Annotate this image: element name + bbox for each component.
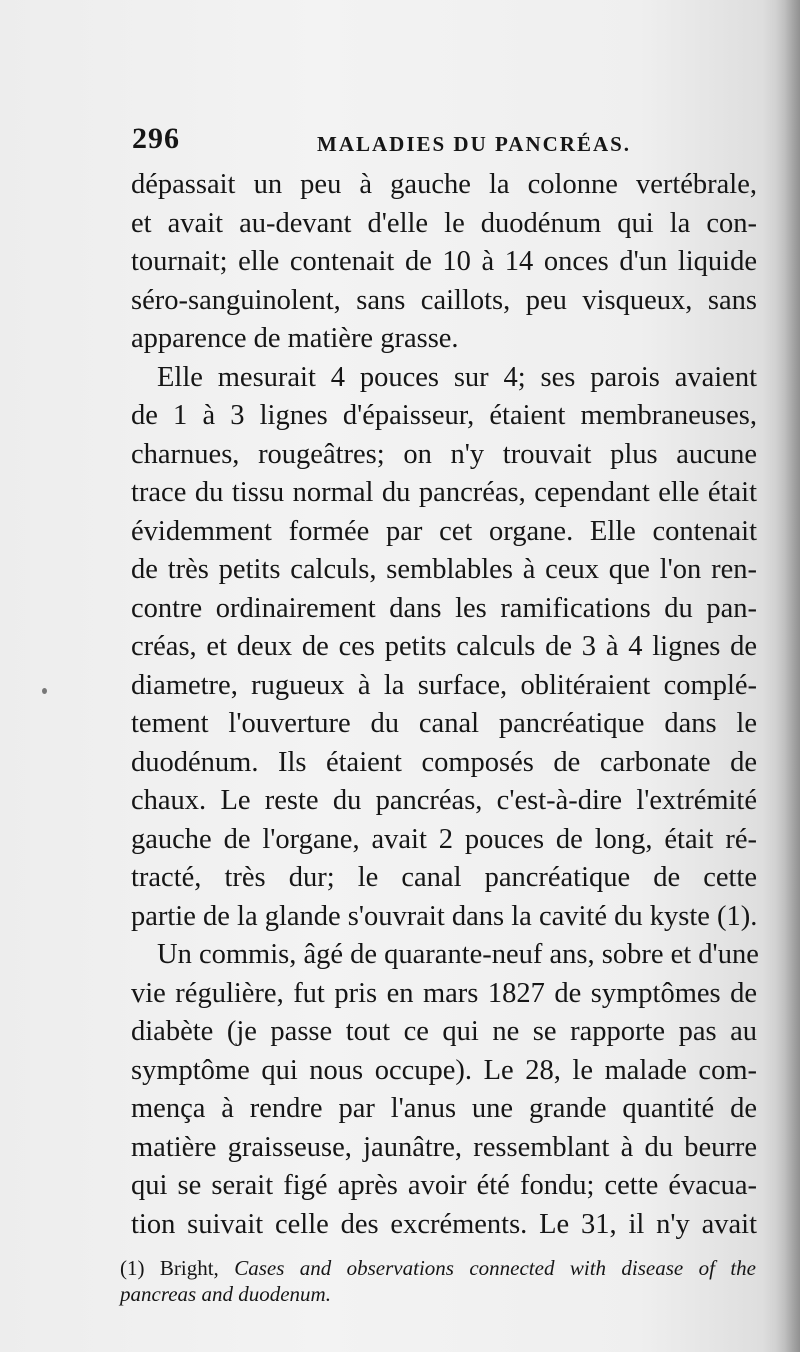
- text-line: charnues, rougeâtres; on n'y trouvait plus aucune: [131, 438, 757, 470]
- text-line: partie de la glande s'ouvrait dans la cavité du kyste (1).: [131, 900, 758, 932]
- footnote-marker: (1) Bright,: [120, 1256, 219, 1280]
- text-line: tournait; elle contenait de 10 à 14 onces d'un liquide: [131, 246, 757, 277]
- text-line: duodénum. Ils étaient composés de carbonate de: [131, 746, 757, 778]
- text-line: Un commis, âgé de quarante-neuf ans, sobre et d'une: [157, 939, 759, 970]
- text-line: vie régulière, fut pris en mars 1827 de symptômes de: [131, 977, 757, 1009]
- body-text: [131, 166, 757, 1244]
- text-line: créas, et deux de ces petits calculs de 3 à 4 lignes de: [131, 631, 757, 662]
- text-line: symptôme qui nous occupe). Le 28, le malade com-: [131, 1054, 757, 1086]
- ink-speck: [42, 688, 47, 694]
- text-line: gauche de l'organe, avait 2 pouces de long, était ré-: [131, 823, 757, 855]
- running-title: MALADIES DU PANCRÉAS.: [317, 132, 632, 156]
- text-line: dépassait un peu à gauche la colonne vertébrale,: [131, 169, 757, 200]
- text-line: trace du tissu normal du pancréas, cependant elle était: [131, 477, 757, 508]
- text-line: chaux. Le reste du pancréas, c'est-à-dire l'extrémité: [131, 785, 757, 816]
- page-gutter-shadow: [762, 0, 800, 1352]
- text-line: apparence de matière grasse.: [131, 323, 459, 354]
- text-line: évidemment formée par cet organe. Elle contenait: [131, 515, 757, 547]
- page-number: 296: [132, 122, 180, 155]
- text-line: tracté, très dur; le canal pancréatique de cette: [131, 862, 757, 893]
- text-line: Elle mesurait 4 pouces sur 4; ses parois avaient: [157, 361, 757, 393]
- text-line: contre ordinairement dans les ramifications du pan-: [131, 592, 757, 624]
- footnote-citation: Cases and observations connected with disease of the: [234, 1256, 757, 1280]
- text-line: séro-sanguinolent, sans caillots, peu visqueux, sans: [131, 284, 757, 316]
- text-line: qui se serait figé après avoir été fondu; cette évacua-: [131, 1170, 757, 1201]
- footnote: [120, 1255, 756, 1307]
- text-line: mença à rendre par l'anus une grande quantité de: [131, 1093, 757, 1124]
- footnote-line: pancreas and duodenum.: [120, 1282, 331, 1306]
- text-line: diametre, rugueux à la surface, oblitéraient complé-: [131, 669, 757, 701]
- text-line: diabète (je passe tout ce qui ne se rapporte pas au: [131, 1016, 757, 1047]
- footnote-line: [120, 1255, 756, 1281]
- text-line: de 1 à 3 lignes d'épaisseur, étaient membraneuses,: [131, 400, 757, 431]
- running-head: [132, 122, 742, 162]
- text-line: matière graisseuse, jaunâtre, ressemblant à du beurre: [131, 1131, 757, 1163]
- text-line: et avait au-devant d'elle le duodénum qui la con-: [131, 207, 757, 239]
- text-line: de très petits calculs, semblables à ceux que l'on ren-: [131, 554, 757, 585]
- text-line: tement l'ouverture du canal pancréatique dans le: [131, 708, 757, 739]
- text-line: tion suivait celle des excréments. Le 31, il n'y avait: [131, 1208, 757, 1240]
